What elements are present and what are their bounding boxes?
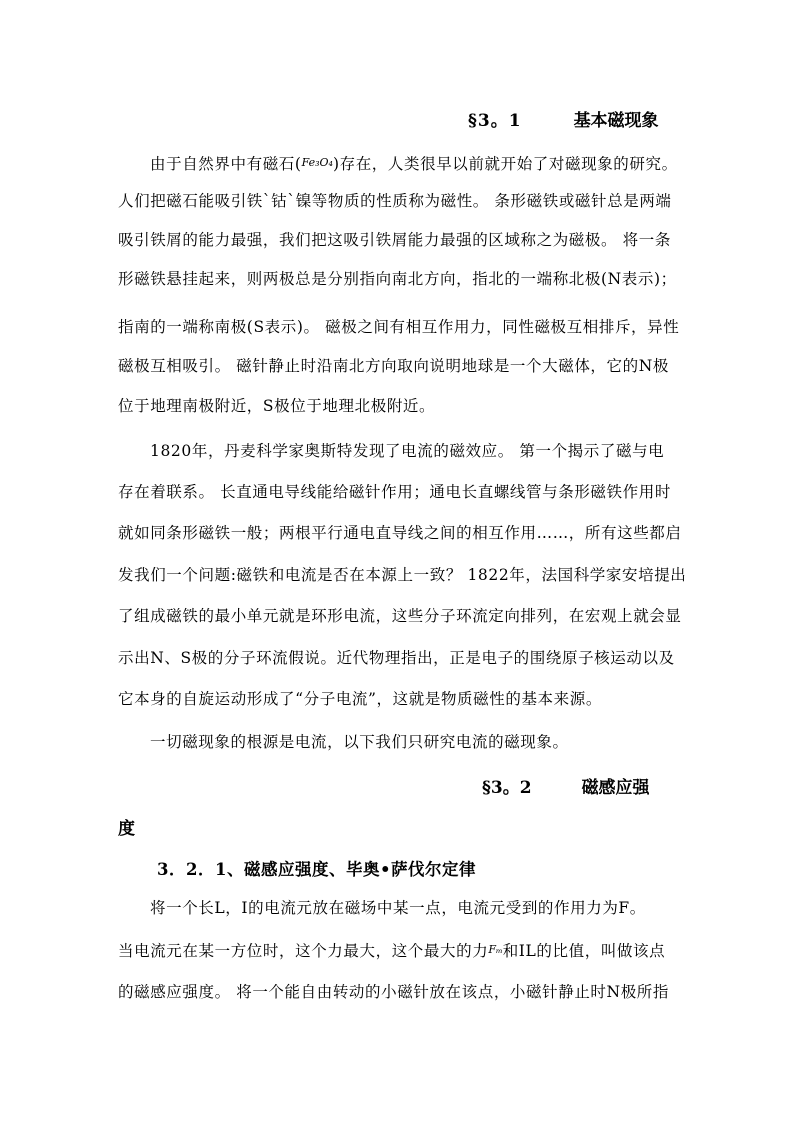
- paragraph-2-line: 了组成磁铁的最小单元就是环形电流，这些分子环流定向排列，在宏观上就会显: [118, 607, 682, 625]
- paragraph-1-line: 位于地理南极附近，S极位于地理北极附近。: [118, 397, 436, 415]
- paragraph-1-line: 形磁铁悬挂起来，则两极总是分别指向南北方向，指北的一端称北极(N表示)；: [118, 270, 677, 288]
- paragraph-3-line: 一切磁现象的根源是电流，以下我们只研究电流的磁现象。: [150, 733, 569, 751]
- paragraph-2-line: 它本身的自旋运动形成了“分子电流”，这就是物质磁性的基本来源。: [118, 690, 602, 708]
- section-number: §3。1: [468, 111, 522, 131]
- text-fragment: 由于自然界中有磁石(: [150, 155, 302, 173]
- paragraph-4-line: 将一个长L，I的电流元放在磁场中某一点，电流元受到的作用力为F。: [150, 899, 646, 917]
- paragraph-4-line: 的磁感应强度。 将一个能自由转动的小磁针放在该点，小磁针静止时N极所指: [118, 983, 669, 1001]
- text-fragment: 和IL的比值，叫做该点: [502, 942, 666, 960]
- paragraph-1-line: 人们把磁石能吸引铁`钴`镍等物质的性质称为磁性。 条形磁铁或磁针总是两端: [118, 192, 672, 210]
- paragraph-2-line: 存在着联系。 长直通电导线能给磁针作用；通电长直螺线管与条形磁铁作用时: [118, 483, 671, 501]
- section-title-continued: 度: [118, 819, 135, 839]
- paragraph-2-line: 示出N、S极的分子环流假说。近代物理指出，正是电子的围绕原子核运动以及: [118, 649, 675, 667]
- paragraph-2-line: 发我们一个问题:磁铁和电流是否在本源上一致？ 1822年，法国科学家安培提出: [118, 566, 687, 584]
- section-title: 基本磁现象: [573, 111, 659, 131]
- section-heading-3-2: [482, 773, 650, 798]
- paragraph-2-line: 1820年，丹麦科学家奥斯特发现了电流的磁效应。 第一个揭示了磁与电: [150, 442, 665, 460]
- formula-fm: Fₘ: [488, 943, 503, 956]
- section-title: 磁感应强: [581, 778, 650, 798]
- subsection-heading: 3．2．1、磁感应强度、毕奥•萨伐尔定律: [157, 860, 476, 879]
- formula-fe3o4: Fe₃O₄: [301, 156, 333, 169]
- paragraph-1-line-1: [150, 153, 710, 174]
- section-heading-3-1: [468, 106, 659, 131]
- paragraph-1-line: 指南的一端称南极(S表示)。 磁极之间有相互作用力，同性磁极互相排斥，异性: [118, 318, 680, 336]
- paragraph-4-line: [118, 940, 678, 961]
- paragraph-1-line: 吸引铁屑的能力最强，我们把这吸引铁屑能力最强的区域称之为磁极。 将一条: [118, 231, 671, 249]
- text-fragment: )存在，人类很早以前就开始了对磁现象的研究。: [332, 155, 678, 173]
- section-number: §3。2: [482, 778, 532, 798]
- paragraph-1-line: 磁极互相吸引。 磁针静止时沿南北方向取向说明地球是一个大磁体，它的N极: [118, 357, 669, 375]
- paragraph-2-line: 就如同条形磁铁一般；两根平行通电直导线之间的相互作用……，所有这些都启: [118, 524, 682, 542]
- text-fragment: 当电流元在某一方位时，这个力最大，这个最大的力: [118, 942, 489, 960]
